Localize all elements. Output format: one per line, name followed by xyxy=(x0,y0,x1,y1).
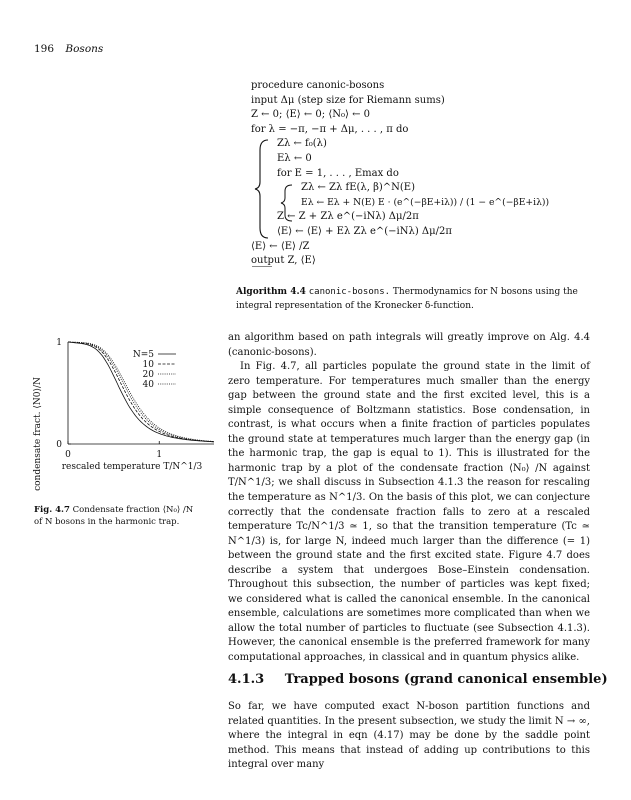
algorithm-caption-text: Thermodynamics for N bosons using the integral representation of the Kronecker δ-function. xyxy=(236,287,578,311)
algorithm-line: for λ = −π, −π + Δμ, . . . , π do xyxy=(251,123,409,135)
algorithm-line: ⟨E⟩ ← ⟨E⟩ + Eλ Zλ e^(−iNλ) Δμ/2π xyxy=(277,225,452,237)
page-number: 196 xyxy=(34,43,55,55)
algorithm-caption-name: canonic-bosons. xyxy=(308,287,391,297)
chart-ylabel: condensate fract. ⟨N0⟩/N xyxy=(33,377,43,491)
condensate-fraction-chart xyxy=(24,330,224,505)
algorithm-line: input Δμ (step size for Riemann sums) xyxy=(251,94,445,106)
y-tick-label: 1 xyxy=(56,338,62,348)
algorithm-box xyxy=(251,79,591,269)
legend-label: 10 xyxy=(142,360,154,370)
section-number: 4.1.3 xyxy=(228,672,265,687)
algorithm-line: Z ← Z + Zλ e^(−iNλ) Δμ/2π xyxy=(277,211,419,223)
paragraph: In Fig. 4.7, all particles populate the ground state in the limit of zero temperature. For temperatures much smaller than the energy gap between the ground state and the first excited level, this is a simple consequence of Boltzmann statistics. Bose condensation, in contrast, is what occurs when a finite fraction of particles populates the ground state at temperatures much larger than the energy gap (in the harmonic trap, the gap is equal to 1). This is illustrated for the harmonic trap by a plot of the condensate fraction ⟨N₀⟩ /N against T/N^1/3; we shall discuss in Subsection 4.1.3 the reason for rescaling the temperature as N^1/3. On the basis of this plot, we can conjecture correctly that the condensate fraction falls to zero at a rescaled temperature Tc/N^1/3 ≃ 1, so that the transition temperature (Tc ≃ N^1/3) is, for large N, indeed much larger than the difference (= 1) between the ground state and the first excited state. Figure 4.7 does describe a system that undergoes Bose–Einstein condensation. Throughout this subsection, the number of particles was kept fixed; we considered what is called the canonical ensemble. In the canonical ensemble, calculations are sometimes more complicated than when we allow the total number of particles to fluctuate (see Subsection 4.1.3). However, the canonical ensemble is the preferred framework for many computational approaches, in classical and in quantum physics alike. xyxy=(228,361,590,664)
running-title: Bosons xyxy=(65,43,104,55)
section-text xyxy=(228,700,590,773)
x-tick-label: 1 xyxy=(156,450,163,460)
algorithm-line: Eλ ← 0 xyxy=(277,152,312,164)
algorithm-line: output Z, ⟨E⟩ xyxy=(251,255,316,267)
algorithm-line: ⟨E⟩ ← ⟨E⟩ /Z xyxy=(251,240,310,252)
y-tick-label: 0 xyxy=(56,440,62,450)
algorithm-line: procedure canonic-bosons xyxy=(251,80,385,91)
algorithm-braces xyxy=(254,138,294,240)
algorithm-caption xyxy=(236,286,596,313)
algorithm-rule xyxy=(252,266,272,267)
algorithm-caption-label: Algorithm 4.4 xyxy=(236,287,306,297)
x-tick-label: 0 xyxy=(65,450,71,460)
section-title: Trapped bosons (grand canonical ensemble) xyxy=(284,672,608,687)
chart-xlabel: rescaled temperature T/N^1/3 xyxy=(61,462,203,472)
algorithm-line: Z ← 0; ⟨E⟩ ← 0; ⟨N₀⟩ ← 0 xyxy=(251,109,371,121)
section-heading xyxy=(228,672,608,687)
algorithm-line: Eλ ← Eλ + N(E) E · (e^(−βE+iλ)) / (1 − e^(−βE+iλ)) xyxy=(301,196,550,208)
figure-caption-text: Condensate fraction ⟨N₀⟩ /N of N bosons in the harmonic trap. xyxy=(34,505,194,527)
figure-caption xyxy=(34,505,204,528)
legend-label: 40 xyxy=(142,380,154,390)
page-header xyxy=(34,43,103,55)
body-text xyxy=(228,331,590,666)
figure-caption-label: Fig. 4.7 xyxy=(34,505,70,515)
legend-label: N=5 xyxy=(132,350,154,360)
algorithm-line: Zλ ← f₀(λ) xyxy=(277,138,327,150)
algorithm-line: Zλ ← Zλ fE(λ, β)^N(E) xyxy=(301,182,415,194)
algorithm-line: for E = 1, . . . , Emax do xyxy=(277,167,399,179)
legend-label: 20 xyxy=(142,370,154,380)
paragraph: So far, we have computed exact N-boson partition functions and related quantities. In the present subsection, we study the limit N → ∞, where the integral in eqn (4.17) may be done by the saddle point method. This means that instead of adding up contributions to this integral over many xyxy=(228,701,590,771)
paragraph: an algorithm based on path integrals will greatly improve on Alg. 4.4 (canonic-bosons). xyxy=(228,332,590,358)
